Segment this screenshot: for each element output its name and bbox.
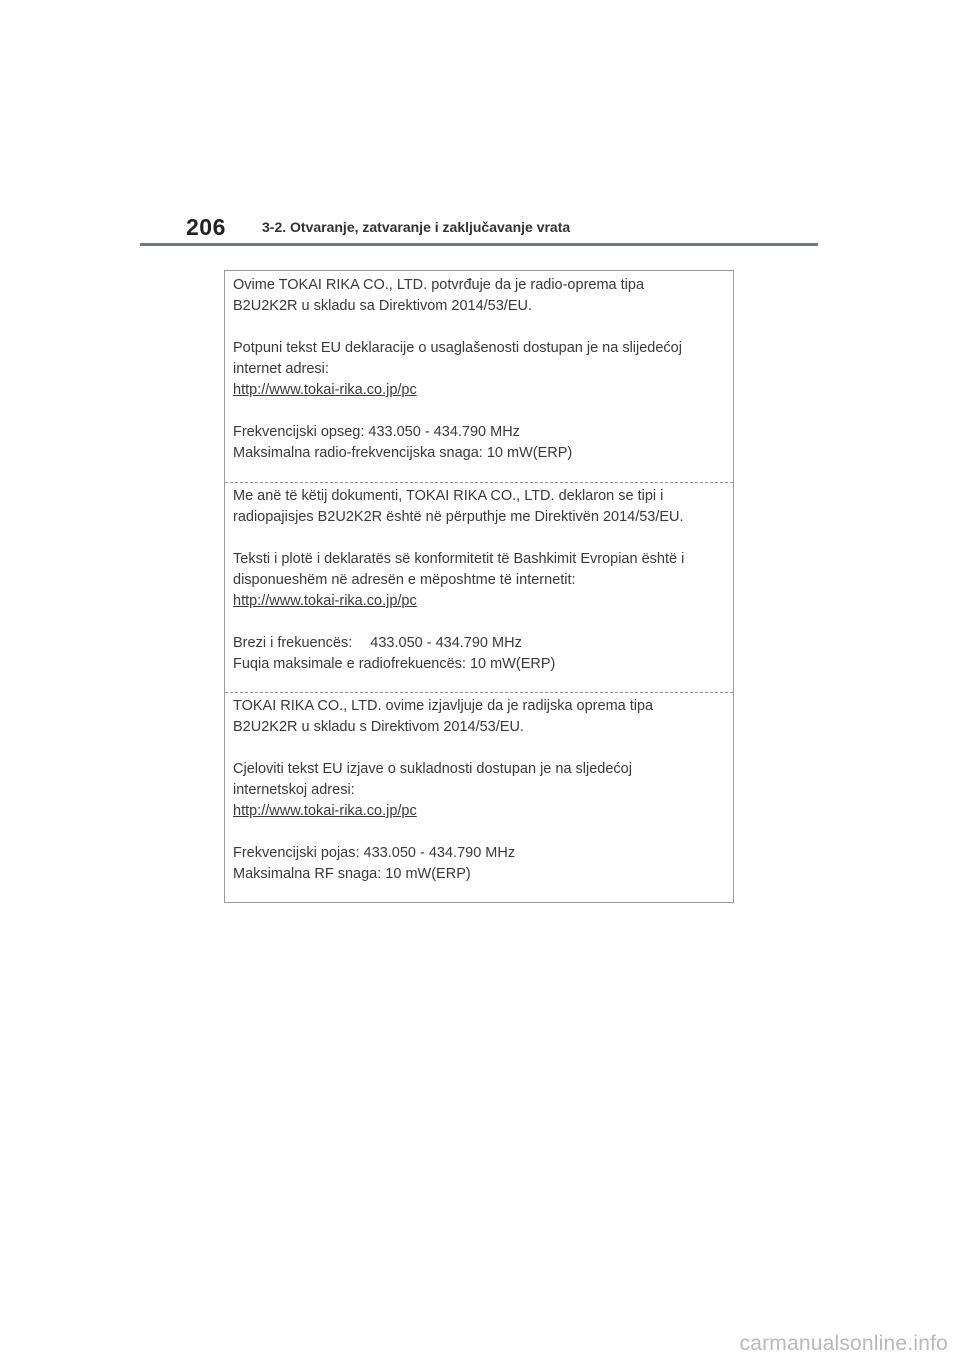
section-title: 3-2. Otvaranje, zatvaranje i zaključavanje vrata: [262, 219, 571, 235]
header-rule: [140, 243, 818, 246]
frequency-line: Frekvencijski opseg: 433.050 - 434.790 MHz: [233, 424, 520, 440]
power-line: Maksimalna RF snaga: 10 mW(ERP): [233, 866, 471, 882]
section-divider: [225, 692, 733, 693]
watermark: carmanualsonline.info: [739, 1332, 948, 1355]
power-line: Maksimalna radio-frekvencijska snaga: 10 mW(ERP): [233, 445, 573, 461]
box-bottom-border: [224, 902, 734, 903]
declaration-croatian: [233, 696, 717, 885]
intro-line: radiopajisjes B2U2K2R është në përputhje me Direktivën 2014/53/EU.: [233, 509, 684, 525]
text-line: internet adresi:: [233, 361, 329, 377]
declaration-bosnian: [233, 275, 717, 464]
page-number: 206: [186, 214, 226, 240]
declaration-box: [224, 270, 734, 903]
text-line: Cjeloviti tekst EU izjave o sukladnosti dostupan je na sljedećoj: [233, 761, 632, 777]
intro-line: Ovime TOKAI RIKA CO., LTD. potvrđuje da je radio-oprema tipa: [233, 277, 645, 293]
intro-line: TOKAI RIKA CO., LTD. ovime izjavljuje da je radijska oprema tipa: [233, 698, 654, 714]
intro-line: Me anë të këtij dokumenti, TOKAI RIKA CO., LTD. deklaron se tipi i: [233, 488, 664, 504]
frequency-line: Frekvencijski pojas: 433.050 - 434.790 MHz: [233, 845, 516, 861]
declaration-link[interactable]: http://www.tokai-rika.co.jp/pc: [233, 803, 417, 819]
text-line: disponueshëm në adresën e mëposhtme të internetit:: [233, 572, 576, 588]
frequency-line: [233, 633, 717, 654]
text-line: Teksti i plotë i deklaratës së konformitetit të Bashkimit Evropian është i: [233, 551, 685, 567]
frequency-value: 433.050 - 434.790 MHz: [370, 635, 522, 651]
declaration-link[interactable]: http://www.tokai-rika.co.jp/pc: [233, 382, 417, 398]
power-line: Fuqia maksimale e radiofrekuencës: 10 mW(ERP): [233, 656, 556, 672]
frequency-label: Brezi i frekuencës:: [233, 635, 353, 651]
text-line: Potpuni tekst EU deklaracije o usaglašenosti dostupan je na slijedećoj: [233, 340, 682, 356]
intro-line: B2U2K2R u skladu s Direktivom 2014/53/EU.: [233, 719, 524, 735]
declaration-link[interactable]: http://www.tokai-rika.co.jp/pc: [233, 593, 417, 609]
intro-line: B2U2K2R u skladu sa Direktivom 2014/53/EU.: [233, 298, 533, 314]
text-line: internetskoj adresi:: [233, 782, 355, 798]
section-divider: [225, 482, 733, 483]
page-header: [186, 214, 826, 244]
declaration-albanian: [233, 486, 717, 675]
